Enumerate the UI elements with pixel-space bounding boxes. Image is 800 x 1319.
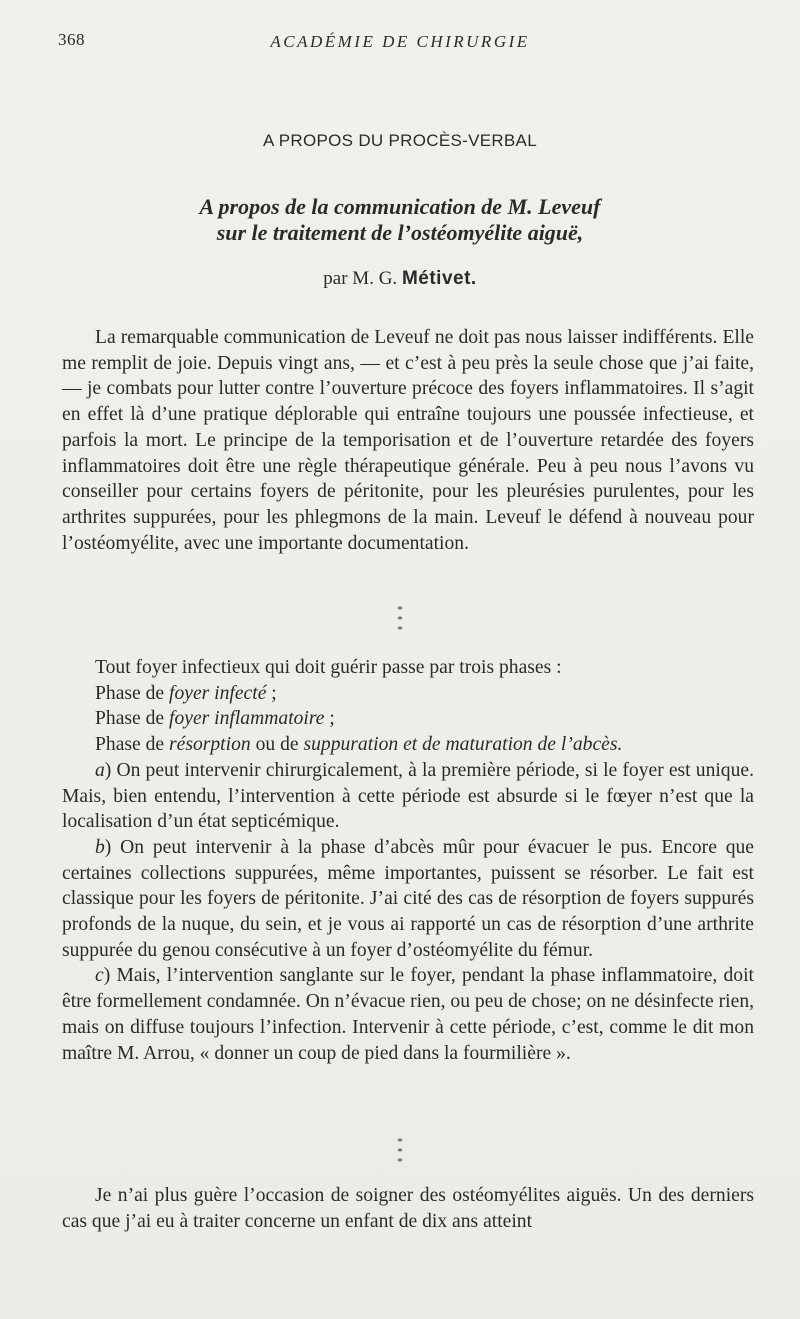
- point-b-text: ) On peut intervenir à la phase d’abcès mûr pour évacuer le pus. Encore que certaines collections suppurées, même importantes, puissent se résorber. Le fait est classique pour les foyers de péritonite. J’ai cité des cas de résorption de foyers suppurés profonds de la nuque, du sein, et je vous ai rapporté un cas de résorption d’une arthrite suppurée du genou consécutive à un foyer d’ostéomyélite du fémur.: [62, 836, 754, 961]
- point-a-label: a: [95, 759, 105, 781]
- point-b-label: b: [95, 836, 105, 858]
- paragraph-point-b: [62, 835, 754, 964]
- paragraph-intro: La remarquable communication de Leveuf ne doit pas nous laisser indifférents. Elle me remplit de joie. Depuis vingt ans, — et c’est à peu près la seule chose que j’ai faite, — je combats pour lutter contre l’ouverture précoce des foyers inflammatoires. Il s’agit en effet là d’une pratique déplorable qui entraîne toujours une poussée infectieuse, et parfois la mort. Le principe de la temporisation et de l’ouverture retardée des foyers inflammatoires doit être une règle thérapeutique générale. Peu à peu nous l’avons vu conseiller pour certains foyers de péritonite, pour les pleurésies purulentes, pour les arthrites suppurées, pour les phlegmons de la main. Leveuf le défend à nouveau pour l’ostéomyélite, avec une importante documentation.: [62, 327, 754, 554]
- asterism-2-top: *: [397, 1136, 403, 1148]
- point-c-text: ) Mais, l’intervention sanglante sur le foyer, pendant la phase inflammatoire, doit être formellement condamnée. On n’évacue rien, ou peu de chose; on ne désinfecte rien, mais on diffuse toujours l’infection. Intervenir à cette période, c’est, comme le dit mon maître M. Arrou, « donner un coup de pied dans la fourmilière ».: [62, 965, 755, 1064]
- phase-3-prefix: Phase de: [95, 734, 170, 756]
- paragraph-phase-1: [62, 681, 754, 707]
- byline: [0, 268, 800, 290]
- byline-prefix: par M. G.: [323, 268, 398, 289]
- phase-3-term-1: résorption: [169, 734, 251, 756]
- asterism-bottom: * *: [397, 614, 411, 636]
- paragraph-case: Je n’ai plus guère l’occasion de soigner des ostéomyélites aiguës. Un des derniers cas que j’ai eu à traiter concerne un enfant de dix ans atteint: [62, 1185, 754, 1232]
- phase-2-prefix: Phase de: [95, 708, 170, 730]
- point-a-text: ) On peut intervenir chirurgicalement, à la première période, si le foyer est unique. Mais, bien entendu, l’intervention à cette période est absurde si le fœyer n’est que la localisation d’un état septicémique.: [62, 759, 754, 833]
- article-title: [0, 194, 800, 246]
- article-title-line-1: A propos de la communication de M. Leveuf: [199, 194, 601, 219]
- body-block-intro: [62, 325, 754, 556]
- point-c-label: c: [95, 965, 104, 987]
- asterism-2-bottom: * *: [397, 1146, 411, 1168]
- phase-2-term: foyer inflammatoire: [169, 708, 325, 730]
- body-block-phases: [62, 655, 754, 1066]
- asterism-top: *: [397, 604, 403, 616]
- paragraph-point-c: [62, 963, 754, 1066]
- article-title-line-2: sur le traitement de l’ostéomyélite aiguë,: [216, 220, 584, 245]
- paragraph-phase-2: [62, 706, 754, 732]
- phase-3-middle: ou de: [250, 734, 304, 756]
- phase-1-term: foyer infecté: [169, 682, 267, 704]
- page-number: 368: [58, 30, 85, 49]
- paragraph-point-a: [62, 758, 754, 835]
- phase-2-suffix: ;: [324, 708, 335, 730]
- paragraph-phase-3: [62, 732, 754, 758]
- body-block-case: [62, 1183, 754, 1234]
- byline-author: Métivet.: [401, 268, 477, 289]
- phase-1-prefix: Phase de: [95, 682, 170, 704]
- phase-1-suffix: ;: [266, 682, 277, 704]
- phase-3-term-2: suppuration et de maturation de l’abcès.: [303, 734, 623, 756]
- section-title: A PROPOS DU PROCÈS-VERBAL: [263, 131, 537, 150]
- asterism-divider: [380, 605, 420, 635]
- running-head: ACADÉMIE DE CHIRURGIE: [270, 32, 530, 51]
- paragraph-phases-intro: Tout foyer infectieux qui doit guérir passe par trois phases :: [95, 657, 562, 678]
- asterism-divider-2: [380, 1137, 420, 1167]
